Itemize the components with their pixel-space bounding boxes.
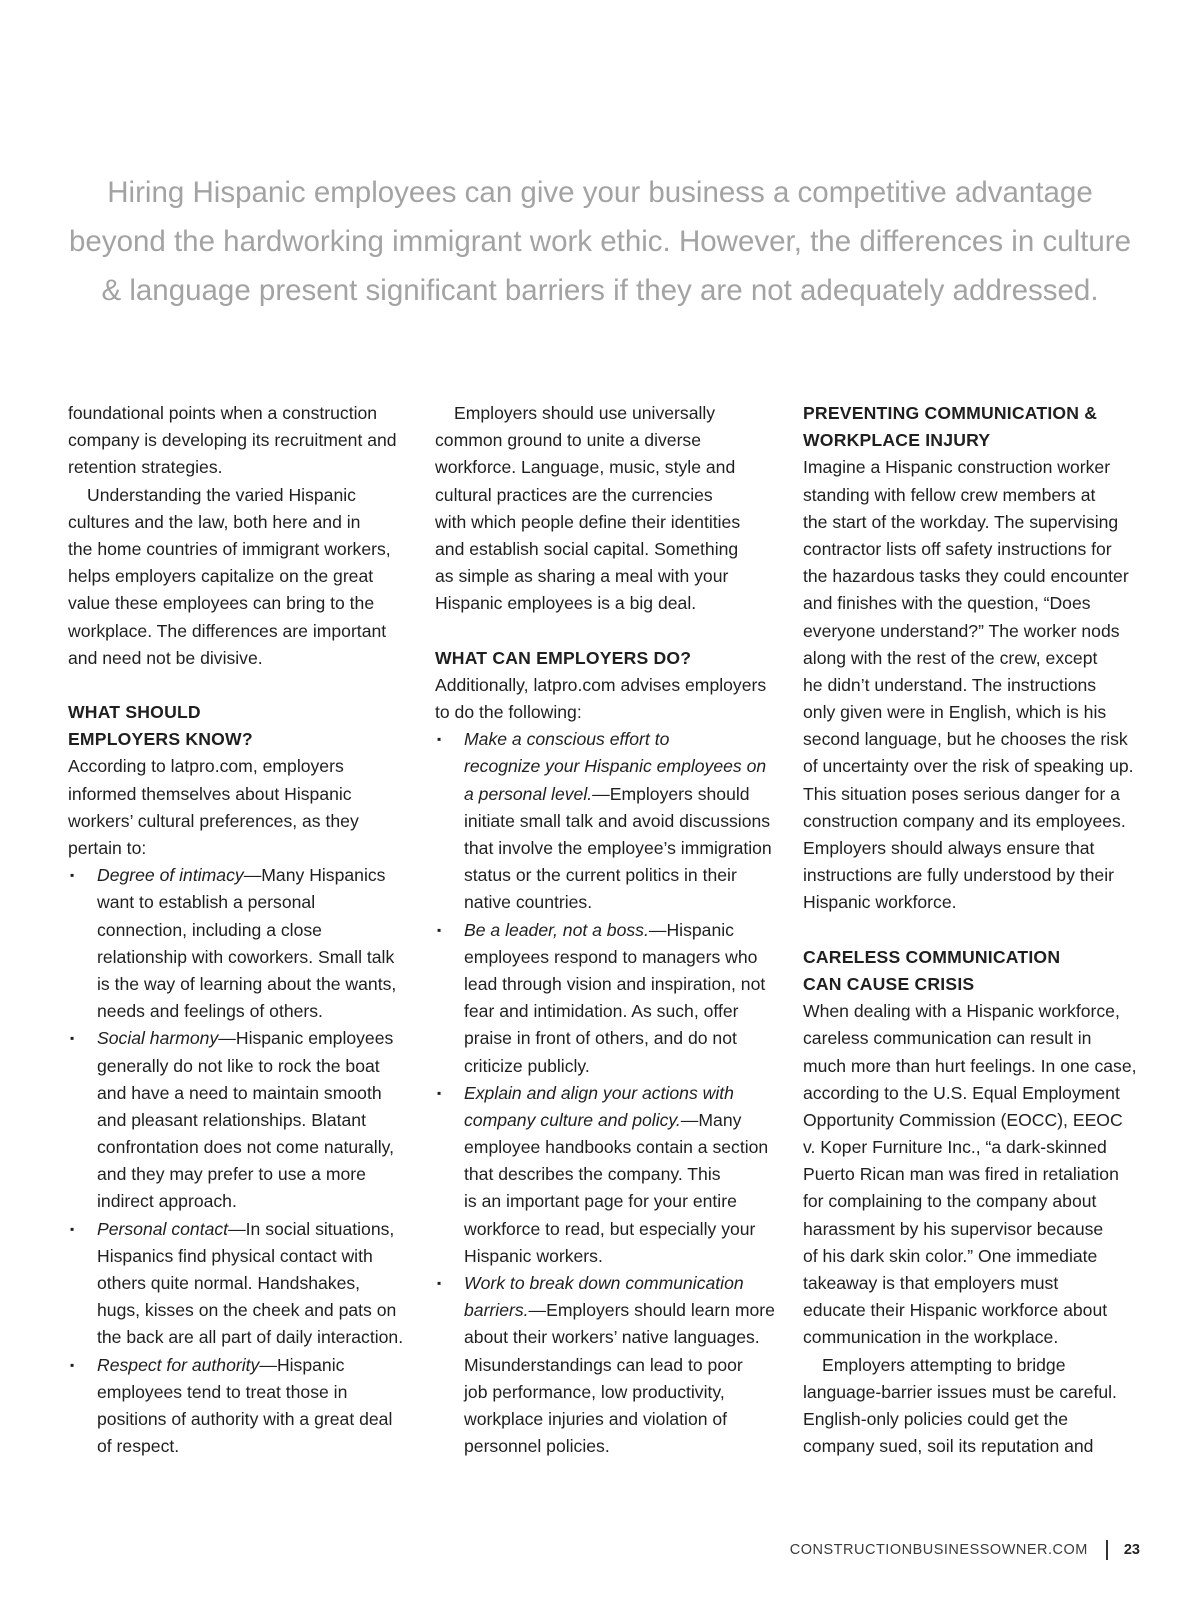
bullet-title: Respect for authority (97, 1354, 260, 1375)
bullet-title: recognize your Hispanic employees on (464, 756, 767, 777)
text-line: job performance, low productivity, (464, 1381, 725, 1402)
text-line: of respect. (97, 1436, 180, 1457)
text-line: retention strategies. (68, 457, 223, 478)
text-line: company is developing its recruitment and (68, 430, 397, 451)
page-footer (790, 1540, 1140, 1560)
text-line: others quite normal. Handshakes, (97, 1273, 361, 1293)
text-line: According to latpro.com, employers (68, 756, 344, 777)
text-line: Hispanic workforce. (803, 892, 957, 913)
text-line: he didn’t understand. The instructions (803, 674, 1097, 695)
imagine-paragraph (803, 454, 1148, 916)
text-line: cultures and the law, both here and in (68, 511, 361, 532)
text-line: generally do not like to rock the boat (97, 1055, 380, 1076)
column-middle (435, 400, 780, 1460)
text-line: and establish social capital. Something (435, 538, 739, 559)
text-line: This situation poses serious danger for a (803, 783, 1120, 804)
text-line: cultural practices are the currencies (435, 484, 713, 505)
text-line: indirect approach. (97, 1191, 237, 1212)
heading-line: CARELESS COMMUNICATION (803, 946, 1061, 967)
text-line: takeaway is that employers must (803, 1273, 1059, 1293)
text-line: common ground to unite a diverse (435, 430, 702, 451)
text-line: everyone understand?” The worker nods (803, 620, 1120, 641)
bullet-title: Explain and align your actions with (464, 1082, 734, 1103)
footer-site-link[interactable]: CONSTRUCTIONBUSINESSOWNER.COM (789, 1542, 1088, 1558)
text-line: careless communication can result in (803, 1028, 1092, 1049)
text-line: employee handbooks contain a section (464, 1137, 769, 1158)
bullet-icon: ▪ (437, 1085, 442, 1100)
common-ground-paragraph (435, 400, 780, 618)
text-line: instructions are fully understood by their (803, 865, 1114, 886)
bullet-text: —Many (680, 1109, 742, 1130)
text-line: workforce to read, but especially your (464, 1218, 756, 1239)
text-line: Employers should always ensure that (803, 838, 1095, 858)
text-line: language-barrier issues must be careful. (803, 1381, 1117, 1402)
list-item (435, 917, 780, 1080)
text-line: value these employees can bring to the (68, 593, 375, 614)
text-line: Hispanic employees is a big deal. (435, 593, 697, 614)
text-line: Employers should use universally (454, 403, 716, 423)
text-line: and have a need to maintain smooth (97, 1082, 382, 1103)
bullet-title: Degree of intimacy (97, 865, 244, 886)
latpro-paragraph (68, 753, 408, 862)
text-line: praise in front of others, and do not (464, 1028, 737, 1049)
text-line: of his dark skin color.” One immediate (803, 1245, 1098, 1266)
text-line: is an important page for your entire (464, 1191, 737, 1212)
text-line: the hazardous tasks they could encounter (803, 566, 1129, 587)
text-line: company sued, soil its reputation and (803, 1436, 1094, 1457)
bullet-title: company culture and policy. (464, 1109, 681, 1130)
bullet-icon: ▪ (70, 1221, 75, 1236)
bullet-text: —Employers should learn more (528, 1300, 775, 1321)
bullet-list-cultural-preferences (68, 862, 408, 1460)
text-line: pertain to: (68, 838, 147, 858)
text-line: Imagine a Hispanic construction worker (803, 457, 1111, 478)
text-line: English-only policies could get the (803, 1408, 1069, 1429)
text-line: relationship with coworkers. Small talk (97, 946, 395, 967)
bullet-icon: ▪ (437, 732, 442, 747)
understanding-paragraph (68, 482, 408, 672)
text-line: standing with fellow crew members at (803, 484, 1096, 505)
text-line: confrontation does not come naturally, (97, 1137, 394, 1158)
text-line: with which people define their identities (435, 511, 741, 532)
text-line: and finishes with the question, “Does (803, 593, 1091, 614)
bullet-title: barriers. (464, 1300, 529, 1321)
text-line: connection, including a close (97, 919, 322, 940)
bullet-title: Make a conscious effort to (464, 729, 670, 750)
text-line: employees tend to treat those in (97, 1381, 348, 1402)
section-heading-careless (803, 944, 1148, 998)
text-line: lead through vision and inspiration, not (464, 973, 766, 994)
text-line: employees respond to managers who (464, 946, 758, 967)
text-line: Understanding the varied Hispanic (87, 484, 356, 505)
text-line: want to establish a personal (97, 892, 316, 913)
text-line: Hispanics find physical contact with (97, 1245, 373, 1266)
heading-line: CAN CAUSE CRISIS (803, 973, 975, 994)
text-line: workplace injuries and violation of (464, 1408, 728, 1429)
text-line: and pleasant relationships. Blatant (97, 1109, 366, 1130)
bullet-title: Social harmony (97, 1028, 219, 1049)
text-line: fear and intimidation. As such, offer (464, 1001, 739, 1022)
column-left (68, 400, 408, 1460)
bullet-title: Be a leader, not a boss. (464, 919, 649, 940)
bullet-icon: ▪ (70, 868, 75, 883)
text-line: about their workers’ native languages. (464, 1327, 760, 1348)
text-line: helps employers capitalize on the great (68, 566, 374, 587)
bridge-paragraph (803, 1352, 1148, 1461)
bullet-text: —In social situations, (228, 1218, 395, 1239)
text-line: Puerto Rican man was fired in retaliation (803, 1164, 1119, 1185)
list-item (68, 1025, 408, 1215)
text-line: hugs, kisses on the cheek and pats on (97, 1300, 397, 1321)
column-right (803, 400, 1148, 1460)
list-item (68, 862, 408, 1025)
bullet-icon: ▪ (70, 1357, 75, 1372)
heading-line: WHAT SHOULD (68, 702, 201, 723)
advises-paragraph (435, 672, 780, 726)
text-line: much more than hurt feelings. In one case, (803, 1055, 1137, 1076)
text-line: educate their Hispanic workforce about (803, 1300, 1108, 1321)
text-line: second language, but he chooses the risk (803, 729, 1128, 750)
text-line: native countries. (464, 892, 593, 913)
footer-divider (1106, 1540, 1108, 1560)
text-line: Opportunity Commission (EOCC), EEOC (803, 1109, 1123, 1130)
list-item (68, 1352, 408, 1461)
list-item (68, 1216, 408, 1352)
bullet-title: Personal contact (97, 1218, 229, 1239)
text-line: to do the following: (435, 702, 582, 723)
bullet-text: —Hispanic (259, 1354, 345, 1375)
pull-quote-line: beyond the hardworking immigrant work ethic. However, the differences in culture (69, 225, 1131, 258)
text-line: workplace. The differences are important (68, 620, 387, 641)
bullet-icon: ▪ (437, 922, 442, 937)
text-line: status or the current politics in their (464, 865, 737, 886)
text-line: foundational points when a construction (68, 403, 378, 423)
text-line: only given were in English, which is his (803, 702, 1107, 723)
text-line: construction company and its employees. (803, 810, 1126, 831)
text-line: informed themselves about Hispanic (68, 783, 352, 804)
bullet-title: Work to break down communication (464, 1273, 744, 1293)
list-item (435, 1080, 780, 1270)
section-heading-preventing (803, 400, 1148, 454)
text-line: Additionally, latpro.com advises employers (435, 674, 767, 695)
bullet-text: —Hispanic (648, 919, 734, 940)
list-item (435, 726, 780, 916)
text-line: that describes the company. This (464, 1164, 721, 1185)
bullet-icon: ▪ (70, 1031, 75, 1046)
text-line: that involve the employee’s immigration (464, 838, 772, 858)
text-line: initiate small talk and avoid discussions (464, 810, 771, 831)
text-line: and need not be divisive. (68, 647, 263, 668)
text-line: v. Koper Furniture Inc., “a dark-skinned (803, 1137, 1107, 1158)
text-line: as simple as sharing a meal with your (435, 566, 729, 587)
text-line: criticize publicly. (464, 1055, 590, 1076)
bullet-icon: ▪ (437, 1276, 442, 1290)
heading-line: PREVENTING COMMUNICATION & (803, 403, 1098, 423)
pull-quote-line: Hiring Hispanic employees can give your business a competitive advantage (107, 176, 1093, 209)
bullet-text: —Hispanic employees (218, 1028, 394, 1049)
pull-quote (60, 168, 1140, 315)
text-line: the home countries of immigrant workers, (68, 538, 391, 559)
bullet-list-recommendations (435, 726, 780, 1460)
section-heading-employers-know (68, 699, 408, 753)
text-line: Hispanic workers. (464, 1245, 603, 1266)
heading-line: WORKPLACE INJURY (803, 430, 991, 451)
text-line: communication in the workplace. (803, 1327, 1059, 1348)
text-line: the back are all part of daily interaction. (97, 1327, 404, 1348)
text-line: and they may prefer to use a more (97, 1164, 366, 1185)
text-line: needs and feelings of others. (97, 1001, 323, 1022)
text-line: the start of the workday. The supervising (803, 511, 1119, 532)
text-line: workers’ cultural preferences, as they (68, 810, 359, 831)
text-line: Misunderstandings can lead to poor (464, 1354, 743, 1375)
bullet-title: a personal level. (464, 783, 593, 804)
text-line: When dealing with a Hispanic workforce, (803, 1001, 1120, 1022)
bullet-text: —Many Hispanics (243, 865, 386, 886)
text-line: Employers attempting to bridge (822, 1354, 1066, 1375)
text-line: for complaining to the company about (803, 1191, 1097, 1212)
list-item (435, 1270, 780, 1460)
text-line: is the way of learning about the wants, (97, 973, 397, 994)
bullet-text: —Employers should (592, 783, 750, 804)
text-line: workforce. Language, music, style and (435, 457, 736, 478)
heading-line: EMPLOYERS KNOW? (68, 729, 253, 750)
text-line: along with the rest of the crew, except (803, 647, 1098, 668)
text-line: according to the U.S. Equal Employment (803, 1082, 1120, 1103)
text-line: positions of authority with a great deal (97, 1408, 393, 1429)
text-line: personnel policies. (464, 1436, 610, 1457)
pull-quote-line: & language present significant barriers if they are not adequately addressed. (101, 274, 1099, 307)
page-number: 23 (1123, 1542, 1140, 1558)
text-line: harassment by his supervisor because (803, 1218, 1104, 1239)
text-line: contractor lists off safety instructions for (803, 538, 1112, 559)
section-heading-employers-do: WHAT CAN EMPLOYERS DO? (435, 647, 692, 668)
careless-paragraph (803, 998, 1148, 1351)
text-line: of uncertainty over the risk of speaking up. (803, 756, 1134, 777)
intro-paragraph (68, 400, 408, 482)
